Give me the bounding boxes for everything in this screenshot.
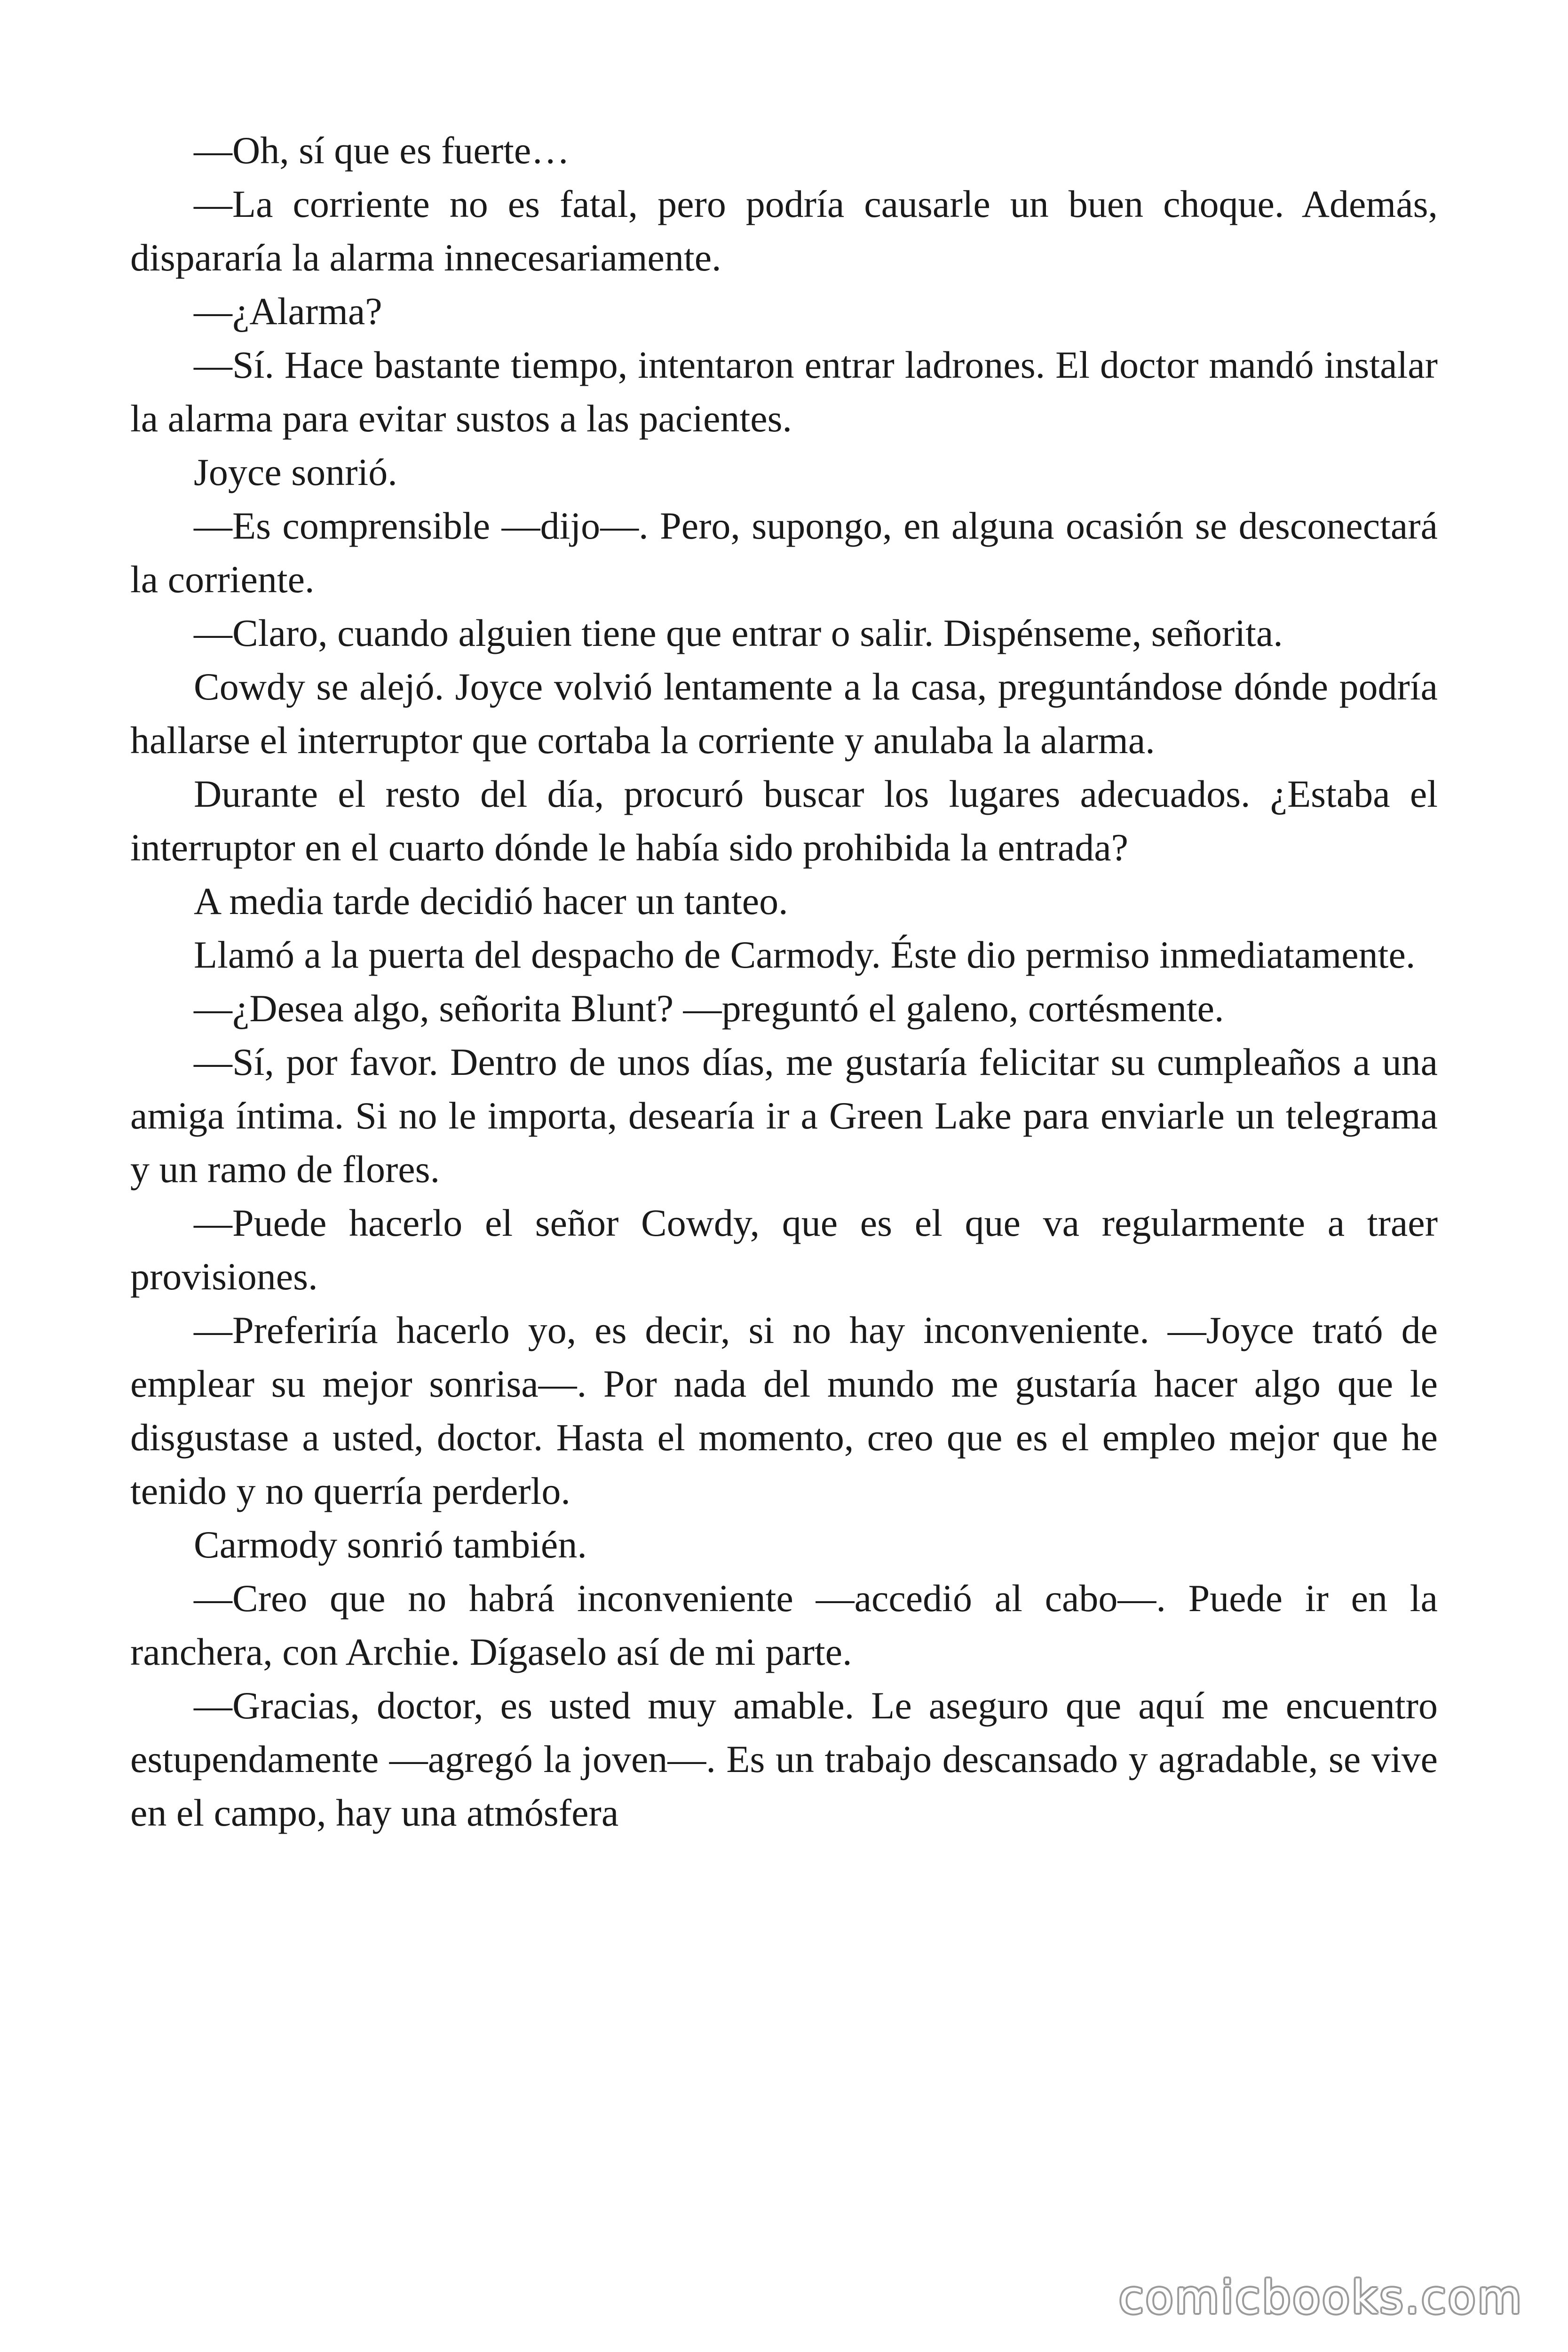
paragraph-3: —¿Alarma? [194, 290, 382, 333]
paragraph-9: Durante el resto del día, procuró buscar los lugares adecuados. ¿Estaba el interruptor en el cuarto dónde le había sido prohibida la entrada? [130, 772, 1438, 869]
paragraph-16: Carmody sonrió también. [194, 1523, 587, 1566]
paragraph-10: A media tarde decidió hacer un tanteo. [194, 880, 788, 922]
paragraph-1: —Oh, sí que es fuerte… [194, 129, 570, 172]
paragraph-15: —Preferiría hacerlo yo, es decir, si no hay inconveniente. —Joyce trató de emplear su mejor sonrisa—. Por nada del mundo me gustaría hacer algo que le disgustase a usted, doctor. Hasta el momento, creo que es el empleo mejor que he tenido y no querría perderlo. [130, 1309, 1438, 1512]
paragraph-2: —La corriente no es fatal, pero podría causarle un buen choque. Además, dispararía la alarma innecesariamente. [130, 183, 1438, 279]
paragraph-11: Llamó a la puerta del despacho de Carmody. Éste dio permiso inmediatamente. [194, 933, 1416, 976]
paragraph-8: Cowdy se alejó. Joyce volvió lentamente a la casa, preguntándose dónde podría hallarse el interruptor que cortaba la corriente y anulaba la alarma. [130, 665, 1438, 762]
site-watermark: comicbooks.com [1118, 2271, 1523, 2324]
paragraph-4: —Sí. Hace bastante tiempo, intentaron entrar ladrones. El doctor mandó instalar la alarma para evitar sustos a las pacientes. [130, 343, 1438, 440]
paragraph-7: —Claro, cuando alguien tiene que entrar o salir. Dispénseme, señorita. [194, 612, 1283, 654]
paragraph-12: —¿Desea algo, señorita Blunt? —preguntó el galeno, cortésmente. [194, 987, 1224, 1030]
paragraph-18: —Gracias, doctor, es usted muy amable. Le aseguro que aquí me encuentro estupendamente —agregó la joven—. Es un trabajo descansado y agradable, se vive en el campo, hay una atmósfera [130, 1684, 1438, 1834]
paragraph-14: —Puede hacerlo el señor Cowdy, que es el que va regularmente a traer provisiones. [130, 1201, 1438, 1298]
body-text [130, 124, 1438, 1840]
paragraph-5: Joyce sonrió. [194, 451, 397, 493]
paragraph-17: —Creo que no habrá inconveniente —accedió al cabo—. Puede ir en la ranchera, con Archie. Dígaselo así de mi parte. [130, 1577, 1438, 1673]
paragraph-6: —Es comprensible —dijo—. Pero, supongo, en alguna ocasión se desconectará la corriente. [130, 504, 1438, 601]
paragraph-13: —Sí, por favor. Dentro de unos días, me gustaría felicitar su cumpleaños a una amiga íntima. Si no le importa, desearía ir a Green Lake para enviarle un telegrama y un ramo de flores. [130, 1041, 1438, 1191]
